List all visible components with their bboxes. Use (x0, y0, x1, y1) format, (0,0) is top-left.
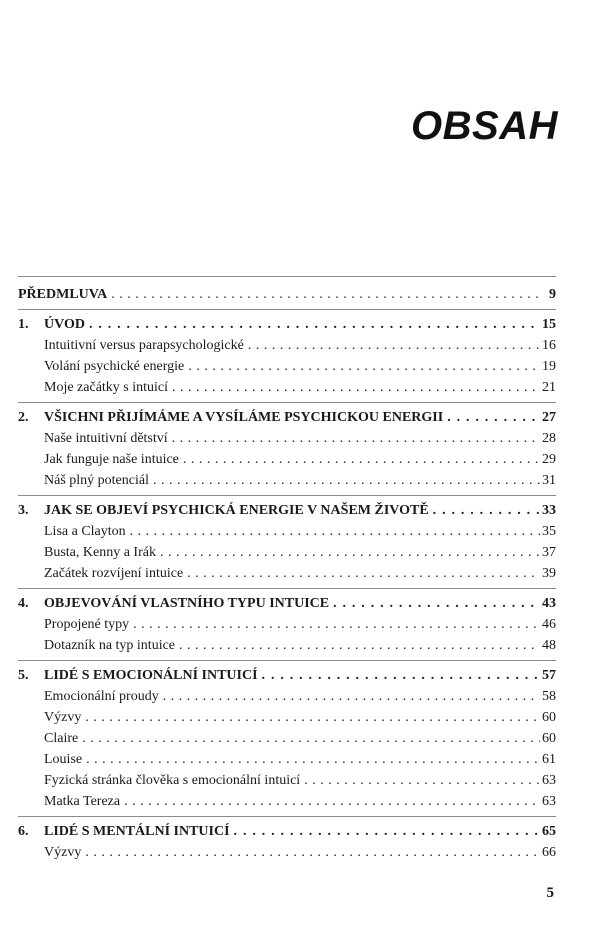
dot-leader (333, 593, 540, 614)
section-page: 31 (542, 473, 556, 488)
toc-section-entry[interactable] (18, 563, 556, 584)
section-title: Moje začátky s intuicí (44, 380, 169, 395)
chapter-title: OBJEVOVÁNÍ VLASTNÍHO TYPU INTUICE (44, 596, 330, 611)
section-page: 37 (542, 545, 556, 560)
section-title: Jak funguje naše intuice (44, 452, 179, 467)
toc-section-entry[interactable] (18, 521, 556, 542)
section-page: 28 (542, 431, 556, 446)
toc-section-entry[interactable] (18, 749, 556, 770)
divider (18, 495, 556, 496)
section-title: Náš plný potenciál (44, 473, 149, 488)
dot-leader (82, 728, 540, 749)
chapter-page: 15 (542, 317, 556, 332)
toc-section-entry[interactable] (18, 470, 556, 491)
toc-section-entry[interactable] (18, 635, 556, 656)
chapter-page: 33 (542, 503, 556, 518)
dot-leader (248, 335, 540, 356)
dot-leader (85, 842, 540, 863)
toc-entry-page: 9 (549, 287, 556, 302)
toc-chapter-entry[interactable] (18, 500, 556, 521)
toc-section-entry[interactable] (18, 770, 556, 791)
section-title: Emocionální proudy (44, 689, 159, 704)
section-page: 48 (542, 638, 556, 653)
toc-chapter-entry[interactable] (18, 821, 556, 842)
divider (18, 660, 556, 661)
dot-leader (111, 284, 542, 305)
toc-section-entry[interactable] (18, 842, 556, 863)
toc-chapter-entry[interactable] (18, 665, 556, 686)
dot-leader (85, 707, 540, 728)
section-page: 63 (542, 794, 556, 809)
section-page: 19 (542, 359, 556, 374)
chapter-title: VŠICHNI PŘIJÍMÁME A VYSÍLÁME PSYCHICKOU ENERGII (44, 410, 444, 425)
toc-chapter-entry[interactable] (18, 593, 556, 614)
section-title: Dotazník na typ intuice (44, 638, 176, 653)
chapter-title: LIDÉ S EMOCIONÁLNÍ INTUICÍ (44, 668, 258, 683)
dot-leader (433, 500, 540, 521)
page-title: OBSAH (411, 104, 558, 148)
chapter-number: 3. (18, 503, 29, 518)
chapter-page: 65 (542, 824, 556, 839)
chapter-title: LIDÉ S MENTÁLNÍ INTUICÍ (44, 824, 230, 839)
dot-leader (153, 470, 540, 491)
dot-leader (183, 449, 540, 470)
section-title: Louise (44, 752, 83, 767)
chapter-list (18, 309, 556, 863)
dot-leader (172, 377, 540, 398)
section-page: 61 (542, 752, 556, 767)
toc-section-entry[interactable] (18, 377, 556, 398)
dot-leader (86, 749, 540, 770)
section-page: 60 (542, 710, 556, 725)
section-page: 58 (542, 689, 556, 704)
section-title: Volání psychické energie (44, 359, 185, 374)
toc-section-entry[interactable] (18, 356, 556, 377)
divider (18, 816, 556, 817)
section-title: Fyzická stránka člověka s emocionální intuicí (44, 773, 301, 788)
chapter-number: 5. (18, 668, 29, 683)
toc-section-entry[interactable] (18, 614, 556, 635)
section-title: Výzvy (44, 710, 82, 725)
toc-entry-label: PŘEDMLUVA (18, 287, 108, 302)
toc-section-entry[interactable] (18, 728, 556, 749)
section-page: 39 (542, 566, 556, 581)
dot-leader (160, 542, 540, 563)
chapter-page: 43 (542, 596, 556, 611)
section-page: 46 (542, 617, 556, 632)
toc-section-entry[interactable] (18, 428, 556, 449)
divider (18, 309, 556, 310)
toc-section-entry[interactable] (18, 707, 556, 728)
section-page: 63 (542, 773, 556, 788)
toc-section-entry[interactable] (18, 686, 556, 707)
section-page: 29 (542, 452, 556, 467)
section-page: 66 (542, 845, 556, 860)
divider (18, 276, 556, 277)
section-title: Lisa a Clayton (44, 524, 126, 539)
chapter-title: JAK SE OBJEVÍ PSYCHICKÁ ENERGIE V NAŠEM ŽIVOTĚ (44, 503, 429, 518)
dot-leader (179, 635, 540, 656)
toc-section-entry[interactable] (18, 542, 556, 563)
chapter-number: 6. (18, 824, 29, 839)
toc-section-entry[interactable] (18, 335, 556, 356)
chapter-page: 27 (542, 410, 556, 425)
dot-leader (234, 821, 540, 842)
section-title: Intuitivní versus parapsychologické (44, 338, 244, 353)
dot-leader (447, 407, 540, 428)
chapter-number: 2. (18, 410, 29, 425)
dot-leader (133, 614, 540, 635)
toc-section-entry[interactable] (18, 791, 556, 812)
section-title: Busta, Kenny a Irák (44, 545, 156, 560)
dot-leader (89, 314, 540, 335)
toc-section-entry[interactable] (18, 449, 556, 470)
section-page: 16 (542, 338, 556, 353)
section-title: Propojené typy (44, 617, 130, 632)
dot-leader (188, 356, 540, 377)
section-page: 60 (542, 731, 556, 746)
section-page: 21 (542, 380, 556, 395)
section-title: Začátek rozvíjení intuice (44, 566, 184, 581)
chapter-number: 1. (18, 317, 29, 332)
section-title: Matka Tereza (44, 794, 121, 809)
dot-leader (172, 428, 540, 449)
dot-leader (187, 563, 540, 584)
chapter-page: 57 (542, 668, 556, 683)
toc-chapter-entry[interactable] (18, 314, 556, 335)
section-page: 35 (542, 524, 556, 539)
divider (18, 588, 556, 589)
dot-leader (130, 521, 540, 542)
toc-chapter-entry[interactable] (18, 407, 556, 428)
dot-leader (262, 665, 540, 686)
dot-leader (124, 791, 540, 812)
divider (18, 402, 556, 403)
chapter-number: 4. (18, 596, 29, 611)
section-title: Claire (44, 731, 79, 746)
chapter-title: ÚVOD (44, 317, 85, 332)
toc-entry-preface[interactable] (18, 284, 556, 305)
dot-leader (163, 686, 540, 707)
section-title: Naše intuitivní dětství (44, 431, 168, 446)
page-number: 5 (546, 885, 554, 901)
table-of-contents (18, 272, 556, 863)
dot-leader (304, 770, 540, 791)
section-title: Výzvy (44, 845, 82, 860)
